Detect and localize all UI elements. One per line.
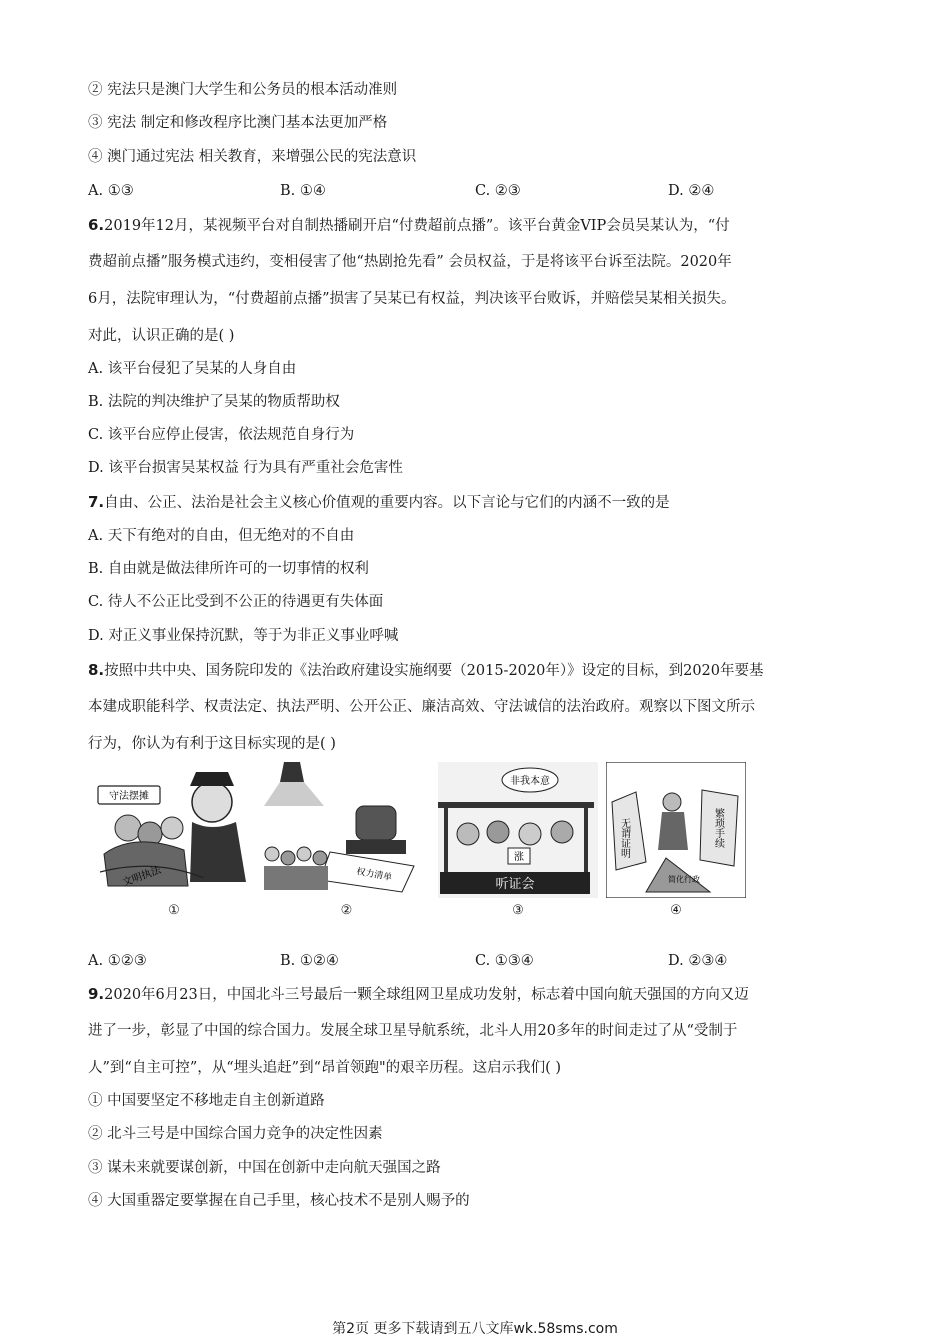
cartoon-4-road-label: 简化行政 bbox=[668, 875, 700, 884]
q6-option-c: C. 该平台应停止侵害，依法规范自身行为 bbox=[88, 427, 355, 443]
q8-stem-line-2: 本建成职能科学、权责法定、执法严明、公开公正、廉洁高效、守法诚信的法治政府。观察以下图文所示 bbox=[88, 699, 755, 715]
q7-option-b: B. 自由就是做法律所许可的一切事情的权利 bbox=[88, 561, 369, 577]
q6-stem-line-3: 6月，法院审理认为，“付费超前点播”损害了吴某已有权益，判决该平台败诉，并赔偿吴某相关损失。 bbox=[88, 291, 736, 307]
q7-option-d: D. 对正义事业保持沉默，等于为非正义事业呼喊 bbox=[88, 628, 399, 644]
q7-stem bbox=[88, 492, 670, 513]
q8-option-c: C. ①③④ bbox=[475, 953, 534, 969]
q8-cartoon-figures bbox=[88, 762, 788, 918]
cartoon-4-number: ④ bbox=[670, 903, 682, 918]
cartoon-figure-4 bbox=[606, 762, 746, 918]
q6-stem-text-1: 2019年12月，某视频平台对自制热播刷开启“付费超前点播”。该平台黄金VIP会员吴某认为，“付 bbox=[104, 218, 730, 234]
q8-stem-line-3: 行为，你认为有利于这目标实现的是( ) bbox=[88, 736, 336, 752]
cartoon-1-sign-label: 守法摆摊 bbox=[109, 791, 149, 802]
cartoon-3-sign-label: 涨 bbox=[514, 852, 524, 863]
q7-option-a: A. 天下有绝对的自由，但无绝对的不自由 bbox=[88, 528, 355, 544]
q5-item-3: ③ 宪法 制定和修改程序比澳门基本法更加严格 bbox=[88, 115, 388, 131]
q8-option-b: B. ①②④ bbox=[280, 953, 339, 969]
cartoon-figure-2 bbox=[264, 762, 429, 918]
q8-stem-line-1 bbox=[88, 660, 764, 681]
q5-option-b: B. ①④ bbox=[280, 183, 326, 199]
page-footer: 第2页 更多下载请到五八文库wk.58sms.com bbox=[332, 1321, 618, 1337]
cartoon-3-illustration bbox=[438, 762, 598, 898]
q8-option-d: D. ②③④ bbox=[668, 953, 728, 969]
cartoon-2-illustration bbox=[264, 762, 429, 898]
q5-item-4: ④ 澳门通过宪法 相关教育，来增强公民的宪法意识 bbox=[88, 149, 417, 165]
q9-stem-line-3: 人”到“自主可控”，从“埋头追赶”到“昂首领跑"的艰辛历程。这启示我们( ) bbox=[88, 1060, 562, 1076]
q9-item-1: ① 中国要坚定不移地走自主创新道路 bbox=[88, 1093, 325, 1109]
cartoon-1-number: ① bbox=[168, 903, 180, 918]
cartoon-2-number: ② bbox=[340, 903, 353, 918]
q5-option-c: C. ②③ bbox=[475, 183, 521, 199]
cartoon-4-rock-right-label: 繁琐手续 bbox=[712, 808, 724, 848]
q6-option-b: B. 法院的判决维护了吴某的物质帮助权 bbox=[88, 394, 340, 410]
q9-number: 9. bbox=[88, 985, 105, 1003]
q9-item-2: ② 北斗三号是中国综合国力竞争的决定性因素 bbox=[88, 1126, 383, 1142]
q6-option-d: D. 该平台损害吴某权益 行为具有严重社会危害性 bbox=[88, 460, 403, 476]
q8-option-a: A. ①②③ bbox=[88, 953, 147, 969]
cartoon-figure-3 bbox=[438, 762, 598, 918]
q5-option-d: D. ②④ bbox=[668, 183, 715, 199]
cartoon-4-rock-left-label: 无谓证明 bbox=[618, 818, 630, 858]
q6-number: 6. bbox=[88, 216, 105, 234]
q8-number: 8. bbox=[88, 661, 105, 679]
q6-stem-line-1 bbox=[88, 215, 730, 236]
q7-stem-text: 自由、公正、法治是社会主义核心价值观的重要内容。以下言论与它们的内涵不一致的是 bbox=[104, 495, 670, 511]
cartoon-2-paper-label: 权力清单 bbox=[355, 867, 393, 884]
q5-item-2: ② 宪法只是澳门大学生和公务员的根本活动准则 bbox=[88, 82, 398, 98]
q9-stem-line-1 bbox=[88, 984, 749, 1005]
q7-number: 7. bbox=[88, 493, 105, 511]
cartoon-3-speech-label: 非我本意 bbox=[510, 776, 550, 787]
q6-stem-line-4: 对此，认识正确的是( ) bbox=[88, 328, 235, 344]
q9-item-3: ③ 谋未来就要谋创新，中国在创新中走向航天强国之路 bbox=[88, 1160, 441, 1176]
cartoon-3-number: ③ bbox=[512, 903, 524, 918]
q6-stem-line-2: 费超前点播”服务模式违约，变相侵害了他“热剧抢先看” 会员权益，于是将该平台诉至法院。2020年 bbox=[88, 254, 732, 270]
q9-stem-text-1: 2020年6月23日，中国北斗三号最后一颗全球组网卫星成功发射，标志着中国向航天强国的方向又迈 bbox=[104, 987, 749, 1003]
q6-option-a: A. 该平台侵犯了吴某的人身自由 bbox=[88, 361, 297, 377]
cartoon-figure-1 bbox=[94, 762, 254, 918]
q9-stem-line-2: 进了一步，彰显了中国的综合国力。发展全球卫星导航系统，北斗人用20多年的时间走过了从“受制于 bbox=[88, 1023, 738, 1039]
q7-option-c: C. 待人不公正比受到不公正的待遇更有失体面 bbox=[88, 594, 384, 610]
cartoon-4-illustration bbox=[606, 762, 746, 898]
q9-item-4: ④ 大国重器定要掌握在自己手里，核心技术不是别人赐予的 bbox=[88, 1193, 470, 1209]
cartoon-3-banner-label: 听证会 bbox=[495, 877, 535, 892]
cartoon-1-illustration bbox=[94, 762, 254, 898]
q8-stem-text-1: 按照中共中央、国务院印发的《法治政府建设实施纲要（2015-2020年）》设定的目标，到2020年要基 bbox=[104, 663, 764, 679]
cartoon-1-banner-label: 文明执法 bbox=[121, 864, 163, 889]
q5-option-a: A. ①③ bbox=[88, 183, 134, 199]
